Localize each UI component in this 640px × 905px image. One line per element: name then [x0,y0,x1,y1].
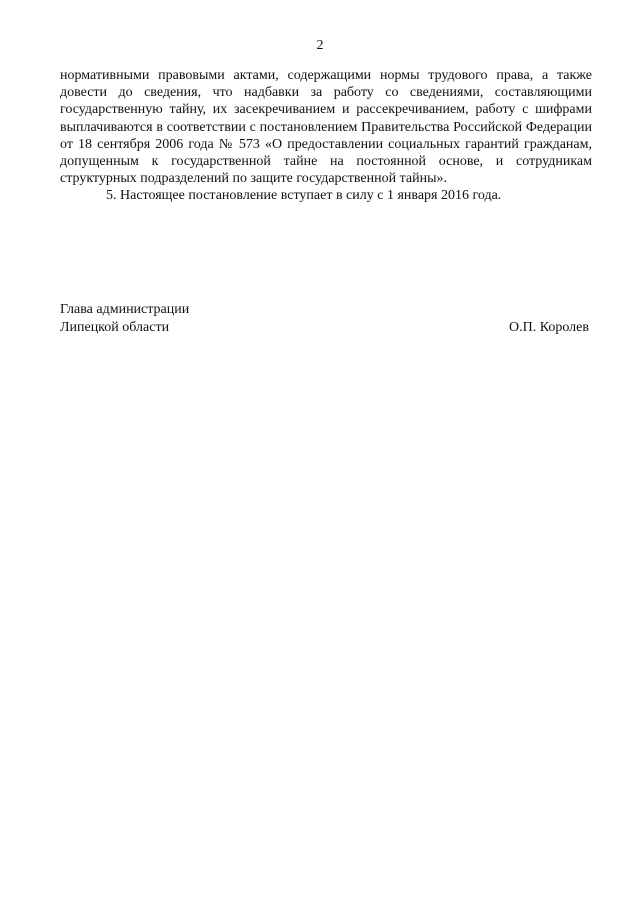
signature-title-line2: Липецкой области [60,319,170,335]
paragraph-5: 5. Настоящее постановление вступает в силу с 1 января 2016 года. [106,188,502,204]
page-number: 2 [316,38,324,53]
signature-title-line1: Глава администрации [60,302,190,317]
document-body [60,67,592,205]
signature-row [60,319,592,337]
signatory-name: О.П. Королев [509,319,589,335]
signature-block [60,301,592,336]
paragraph-continued: нормативными правовыми актами, содержащими нормы трудового права, а также довести до сведения, что надбавки за работу со сведениями, составляющими государственную тайну, их засекречиванием и рассекречиванием, работу с шифрами выплачиваются в соответствии с постановлением Правительства Российской Федерации от 18 сентября 2006 года № 573 «О предоставлении социальных гарантий гражданам, допущенным к государственной тайне на постоянной основе, и сотрудникам структурных подразделений по защите государственной тайны». [60,68,592,187]
